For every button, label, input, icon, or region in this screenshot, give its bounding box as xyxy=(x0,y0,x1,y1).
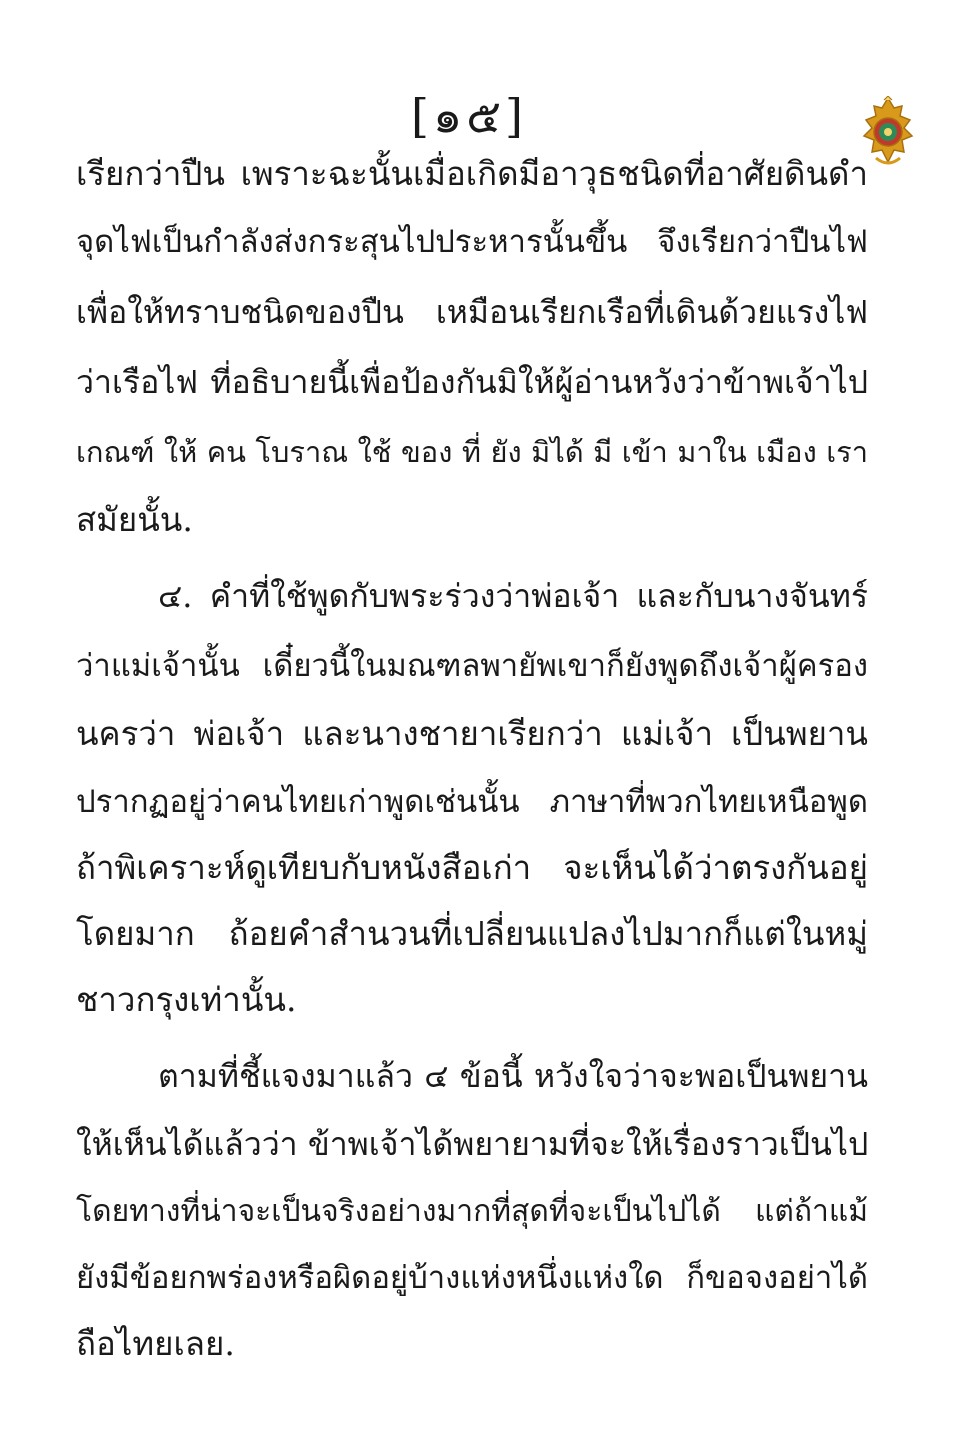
text-line: ตามที่ชี้แจงมาแล้ว ๔ ข้อนี้ หวังใจว่าจะพอเป็นพยาน xyxy=(158,1057,868,1095)
text-line: ยังมีข้อยกพร่องหรือผิดอยู่บ้างแห่งหนึ่งแห่งใด ก็ขอจงอย่าได้ xyxy=(76,1260,868,1296)
text-line: โดยทางที่น่าจะเป็นจริงอย่างมากที่สุดที่จะเป็นไปได้ แต่ถ้าแม้ xyxy=(76,1194,868,1229)
text-line: จุดไฟเป็นกำลังส่งกระสุนไปประหารนั้นขึ้น จึงเรียกว่าปืนไฟ xyxy=(76,224,868,260)
text-line: ชาวกรุงเท่านั้น. xyxy=(76,980,297,1019)
text-line: ถ้าพิเคราะห์ดูเทียบกับหนังสือเก่า จะเห็นได้ว่าตรงกันอยู่ xyxy=(76,848,868,887)
page-number: [๑๕] xyxy=(411,89,527,143)
text-line: เกณฑ์ ให้ คน โบราณ ใช้ ของ ที่ ยัง มิได้ มี เข้า มาใน เมือง เรา xyxy=(76,435,868,469)
text-line: เพื่อให้ทราบชนิดของปืน เหมือนเรียกเรือที่เดินด้วยแรงไฟ xyxy=(76,293,868,331)
text-line: โดยมาก ถ้อยคำสำนวนที่เปลี่ยนแปลงไปมากก็แต่ในหมู่ xyxy=(76,914,868,953)
text-line: นครว่า พ่อเจ้า และนางชายาเรียกว่า แม่เจ้า เป็นพยาน xyxy=(76,714,868,753)
text-line: ว่าเรือไฟ ที่อธิบายนี้เพื่อป้องกันมิให้ผู้อ่านหวังว่าข้าพเจ้าไป xyxy=(76,363,868,401)
text-line: ถือไทยเลย. xyxy=(76,1324,235,1363)
text-line: สมัยนั้น. xyxy=(76,500,193,539)
text-line: เรียกว่าปืน เพราะฉะนั้นเมื่อเกิดมีอาวุธชนิดที่อาศัยดินดำ xyxy=(76,154,868,193)
text-line: ว่าแม่เจ้านั้น เดี๋ยวนี้ในมณฑลพายัพเขาก็ยังพูดถึงเจ้าผู้ครอง xyxy=(76,648,868,684)
text-line: ๔. คำที่ใช้พูดกับพระร่วงว่าพ่อเจ้า และกับนางจันทร์ xyxy=(158,577,868,615)
text-line: ให้เห็นได้แล้วว่า ข้าพเจ้าได้พยายามที่จะให้เรื่องราวเป็นไป xyxy=(76,1125,869,1163)
text-line: ปรากฏอยู่ว่าคนไทยเก่าพูดเช่นนั้น ภาษาที่พวกไทยเหนือพูด xyxy=(76,784,868,820)
